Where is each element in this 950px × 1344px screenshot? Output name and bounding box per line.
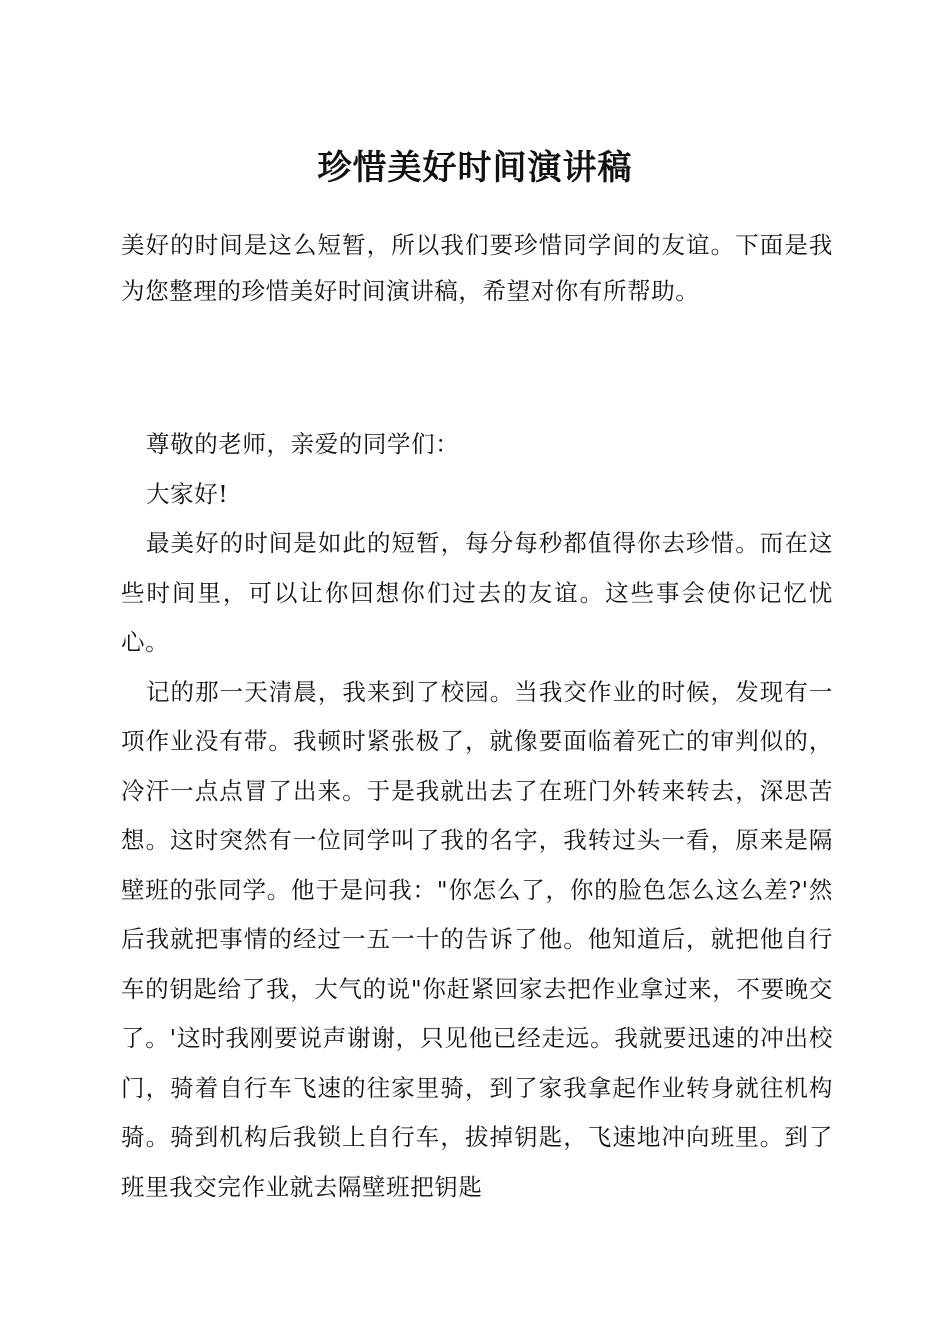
document-title: 珍惜美好时间演讲稿 <box>317 148 633 188</box>
salutation-paragraph: 尊敬的老师，亲爱的同学们： <box>146 430 460 458</box>
body-paragraph: 记的那一天清晨，我来到了校园。当我交作业的时候，发现有一项作业没有带。我顿时紧张极了，就像要面临着死亡的审判似的，冷汗一点点冒了出来。于是我就出去了在班门外转来转去，深思苦想。这时突然有一位同学叫了我的名字，我转过头一看，原来是隔壁班的张同学。他于是问我："你怎么了，你的脸色怎么这么差?'然后我就把事情的经过一五一十的告诉了他。他知道后，就把他自行车的钥匙给了我，大气的说"你赶紧回家去把作业拿过来，不要晚交了。'这时我刚要说声谢谢，只见他已经走远。我就要迅速的冲出校门，骑着自行车飞速的往家里骑，到了家我拿起作业转身就往机构骑。骑到机构后我锁上自行车，拔掉钥匙，飞速地冲向班里。到了班里我交完作业就去隔壁班把钥匙 <box>121 677 833 1201</box>
body-paragraph: 最美好的时间是如此的短暂，每分每秒都值得你去珍惜。而在这些时间里，可以让你回想你们过去的友谊。这些事会使你记忆忧心。 <box>121 529 833 656</box>
greeting-paragraph: 大家好! <box>146 479 229 508</box>
intro-paragraph: 美好的时间是这么短暂，所以我们要珍惜同学间的友谊。下面是我为您整理的珍惜美好时间演讲稿，希望对你有所帮助。 <box>121 231 833 305</box>
speech-body <box>121 420 833 1212</box>
